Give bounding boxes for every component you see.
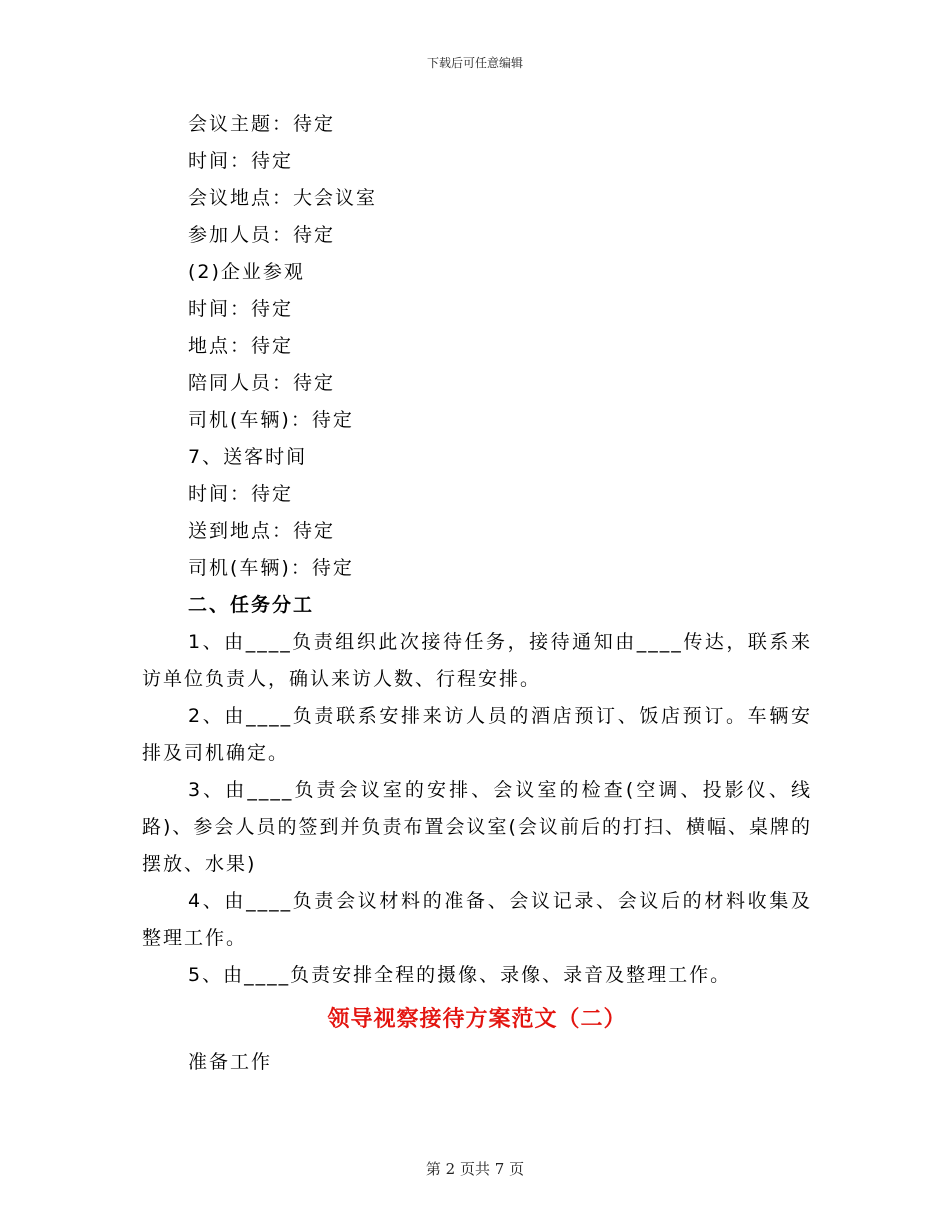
text-line: 陪同人员：待定 [188, 372, 336, 394]
text-line: 时间：待定 [188, 483, 294, 505]
text-line: 参加人员：待定 [188, 224, 336, 246]
text-line: 会议地点：大会议室 [188, 187, 378, 209]
task-paragraph: 5、由____负责安排全程的摄像、录像、录音及整理工作。 [188, 964, 732, 986]
text-line: 准备工作 [188, 1051, 273, 1073]
page-footer: 第 2 页共 7 页 [425, 1160, 525, 1178]
page-header: 下载后可任意编辑 [426, 56, 523, 70]
text-line: 送到地点：待定 [188, 520, 336, 542]
text-line: 司机(车辆)：待定 [188, 557, 354, 579]
text-line: 时间：待定 [188, 298, 294, 320]
document-body [142, 106, 812, 1081]
task-paragraph: 3、由____负责会议室的安排、会议室的检查(空调、投影仪、线路)、参会人员的签到并负责布置会议室(会议前后的打扫、横幅、桌牌的摆放、水果) [142, 779, 812, 875]
text-line: 会议主题：待定 [188, 113, 336, 135]
text-line: 司机(车辆)：待定 [188, 409, 354, 431]
text-line: 时间：待定 [188, 150, 294, 172]
text-line: 地点：待定 [188, 335, 294, 357]
task-paragraph: 4、由____负责会议材料的准备、会议记录、会议后的材料收集及整理工作。 [142, 890, 812, 949]
text-line: 7、送客时间 [188, 446, 308, 468]
task-paragraph: 2、由____负责联系安排来访人员的酒店预订、饭店预订。车辆安排及司机确定。 [142, 705, 812, 764]
text-line: (2)企业参观 [188, 261, 305, 283]
document-title: 领导视察接待方案范文（二） [327, 1006, 627, 1032]
section-heading: 二、任务分工 [188, 594, 315, 616]
task-paragraph: 1、由____负责组织此次接待任务，接待通知由____传达，联系来访单位负责人，确认来访人数、行程安排。 [142, 631, 812, 690]
